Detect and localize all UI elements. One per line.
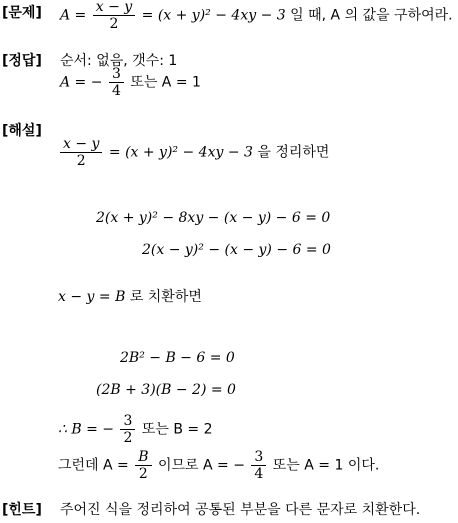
solution-label: [해설] (2, 123, 42, 139)
answer-fraction: $\frac{3}{4}$ (109, 67, 124, 98)
hint-text: 주어진 식을 정리하여 공통된 부분을 다른 문자로 치환한다. (60, 502, 421, 518)
solution-conclusion-fraction-1: $\frac{B}{2}$ (135, 450, 151, 481)
problem-statement: A = $\frac{x - y}{2}$ = (x + y)² − 4xy − 3 일 때, A 의 값을 구하여라. (60, 0, 453, 32)
answer-label: [정답] (2, 53, 42, 69)
solution-step-1: $\frac{x - y}{2}$ = (x + y)² − 4xy − 3 을 정리하면 (58, 137, 329, 168)
solution-conclusion-fraction-2: $\frac{3}{4}$ (251, 450, 266, 481)
problem-label: [문제] (2, 5, 42, 21)
solution-conclusion: 그런데 A = $\frac{B}{2}$ 이므로 A = − $\frac{3}{4}$ 또는 A = 1 이다. (58, 449, 380, 482)
hint-label: [힌트] (2, 502, 42, 518)
solution-equation-1: 2(x + y)² − 8xy − (x − y) − 6 = 0 (96, 210, 331, 226)
solution-equation-4: (2B + 3)(B − 2) = 0 (96, 382, 236, 398)
solution-equation-2: 2(x − y)² − (x − y) − 6 = 0 (142, 242, 331, 258)
answer-order-count: 순서: 없음, 갯수: 1 (60, 53, 178, 69)
solution-substitution: x − y = B 로 치환하면 (58, 289, 202, 305)
solution-equation-3: 2B² − B − 6 = 0 (120, 350, 235, 366)
answer-value: A = − $\frac{3}{4}$ 또는 A = 1 (60, 66, 201, 99)
problem-fraction: $\frac{x - y}{2}$ (93, 0, 135, 31)
solution-therefore-fraction: $\frac{3}{2}$ (120, 414, 135, 445)
solution-therefore: ∴ B = − $\frac{3}{2}$ 또는 B = 2 (58, 413, 213, 446)
solution-step-1-fraction: $\frac{x - y}{2}$ (60, 137, 102, 168)
